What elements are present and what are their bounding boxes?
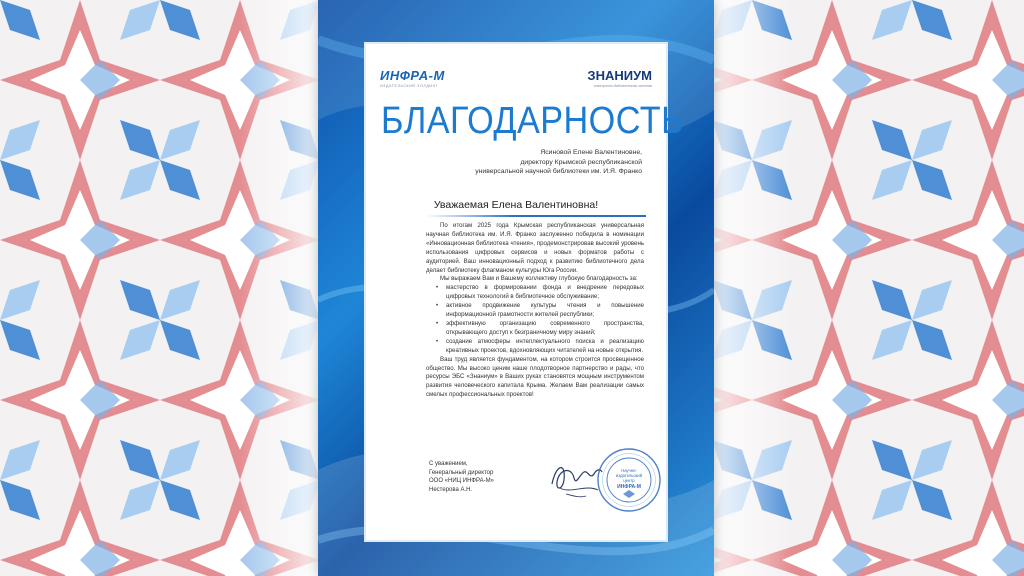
seal-center-line: издательский [615,473,643,478]
seal-center-line: ИНФРА-М [617,484,641,490]
closing-line: ООО «НИЦ ИНФРА-М» [429,478,494,485]
closing-block [429,460,549,494]
infra-m-logo-subtitle: ИЗДАТЕЛЬСКИЙ ХОЛДИНГ [380,84,439,88]
list-item: • эффективную организацию современного пространства, открывающего доступ к безграничному миру знаний; [436,320,644,338]
background-pattern-right [712,0,1024,576]
addressee-line: универсальной научной библиотеки им. И.Я. Франко [475,168,642,176]
addressee-line: Ясиновой Елене Валентиновне, [540,149,642,156]
greeting: Уважаемая Елена Валентиновна! [433,199,599,211]
divider [426,215,646,217]
seal-center-line: центр [623,478,635,483]
znanium-logo-mark: ЗНАНИУМ [587,68,652,83]
gratitude-list [426,284,644,355]
infra-m-logo-mark: ИНФРА-М [380,68,445,83]
seal-emblem-icon [623,490,635,498]
body-paragraph: По итогам 2025 года Крымская республиканская универсальная научная библиотека им. И.Я. Франко заслуженно победила в номинации «Инновационная библиотека чтения», продемонстрировав высокий уровень использования цифровых сервисов и новых форматов работы с аудиторией. Ваш инновационный подход к развитию библиотечного дела делает библиотеку флагманом культуры Юга России. [426,222,644,274]
list-item: • мастерство в формировании фонда и внедрение передовых цифровых технологий в библиотечное обслуживание; [436,284,644,302]
closing-line: Генеральный директор [429,469,494,476]
list-item: • активное продвижение культуры чтения и повышение информационной грамотности жителей республики; [436,302,644,320]
addressee-line: директору Крымской республиканской [520,158,642,166]
letter-body [426,222,644,400]
closing-line: С уважением, [429,461,468,467]
znanium-logo [542,68,652,88]
addressee-block [412,148,642,177]
znanium-logo-subtitle: электронно-библиотечная система [593,84,652,88]
body-paragraph: Мы выражаем Вам и Вашему коллективу глубокую благодарность за: [440,275,638,283]
seal-center-line: Научно- [621,468,637,473]
closing-line: Нестерова А.Н. [429,486,473,493]
background-pattern-left [0,0,320,576]
infra-m-logo [380,68,490,88]
company-seal-icon [596,447,662,513]
certificate-title: БЛАГОДАРНОСТЬ [381,100,684,142]
body-paragraph: Ваш труд является фундаментом, на котором строится просвещенное общество. Мы высоко ценим наше плодотворное партнерство и рады, что ресурсы ЭБС «Знаниум» в Ваших руках становятся мощным инструментом развития человеческого капитала Крыма. Желаем Вам реализации самых смелых профессиональных проектов! [426,355,644,399]
list-item: • создание атмосферы интеллектуального поиска и реализацию креативных проектов, вдохновляющих читателей на новые открытия. [436,338,644,356]
certificate-frame [318,0,714,576]
certificate-paper [366,44,684,540]
